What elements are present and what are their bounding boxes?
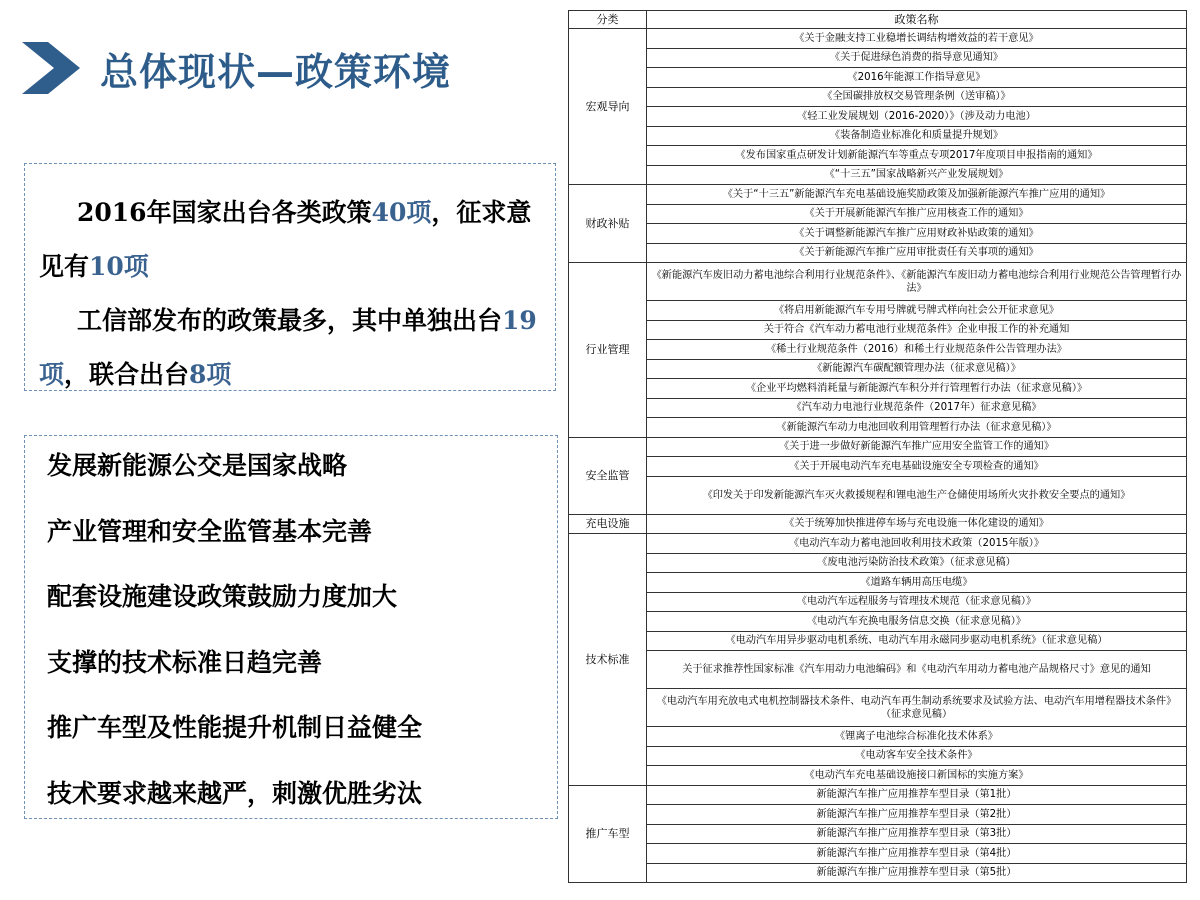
single-count: 19项 — [39, 306, 537, 389]
category-cell: 推广车型 — [569, 785, 647, 883]
table-row — [569, 534, 1187, 554]
table-row — [569, 224, 1187, 244]
policy-cell: 《关于促进绿色消费的指导意见通知》 — [647, 48, 1187, 68]
joint-count: 8项 — [189, 360, 232, 389]
policy-cell: 关于征求推荐性国家标准《汽车用动力电池编码》和《电动汽车用动力蓄电池产品规格尺寸》意见的通知 — [647, 651, 1187, 689]
policy-cell: 《稀土行业规范条件（2016）和稀土行业规范条件公告管理办法》 — [647, 340, 1187, 360]
policy-cell: 《电动客车安全技术条件》 — [647, 746, 1187, 766]
table-row — [569, 766, 1187, 786]
policy-cell: 《关于开展新能源汽车推广应用核查工作的通知》 — [647, 204, 1187, 224]
policy-cell: 新能源汽车推广应用推荐车型目录（第2批） — [647, 805, 1187, 825]
policy-cell: 《电动汽车用异步驱动电机系统、电动汽车用永磁同步驱动电机系统》（征求意见稿） — [647, 631, 1187, 651]
policy-cell: 《电动汽车动力蓄电池回收利用技术政策（2015年版）》 — [647, 534, 1187, 554]
table-row — [569, 263, 1187, 301]
policy-cell: 《关于调整新能源汽车推广应用财政补贴政策的通知》 — [647, 224, 1187, 244]
table-row — [569, 165, 1187, 185]
table-row — [569, 824, 1187, 844]
category-cell: 宏观导向 — [569, 29, 647, 185]
policy-cell: 《将启用新能源汽车专用号牌就号牌式样向社会公开征求意见》 — [647, 301, 1187, 321]
policy-cell: 《电动汽车用充放电式电机控制器技术条件、电动汽车再生制动系统要求及试验方法、电动汽车用增程器技术条件》（征求意见稿） — [647, 689, 1187, 727]
policy-count: 40项 — [371, 198, 432, 227]
policy-cell: 《2016年能源工作指导意见》 — [647, 68, 1187, 88]
table-row — [569, 689, 1187, 727]
table-row — [569, 651, 1187, 689]
table-row — [569, 418, 1187, 438]
policy-cell: 《发布国家重点研发计划新能源汽车等重点专项2017年度项目申报指南的通知》 — [647, 146, 1187, 166]
table-row — [569, 243, 1187, 263]
table-row — [569, 359, 1187, 379]
table-row — [569, 68, 1187, 88]
table-row — [569, 863, 1187, 883]
summary-paragraph-2: 工信部发布的政策最多，其中单独出台19项，联合出台8项 — [39, 306, 537, 389]
policy-cell: 新能源汽车推广应用推荐车型目录（第4批） — [647, 844, 1187, 864]
policy-cell: 《装备制造业标准化和质量提升规划》 — [647, 126, 1187, 146]
table-row — [569, 476, 1187, 514]
table-row — [569, 107, 1187, 127]
table-row — [569, 573, 1187, 593]
policy-cell: 《轻工业发展规划（2016-2020）》（涉及动力电池） — [647, 107, 1187, 127]
page-title: 总体现状—政策环境 — [100, 49, 452, 94]
table-row — [569, 785, 1187, 805]
table-row — [569, 746, 1187, 766]
policy-cell: 《电动汽车远程服务与管理技术规范（征求意见稿）》 — [647, 592, 1187, 612]
table-row — [569, 398, 1187, 418]
policy-cell: 《关于“十三五”新能源汽车充电基础设施奖励政策及加强新能源汽车推广应用的通知》 — [647, 185, 1187, 205]
table-row — [569, 379, 1187, 399]
highlights-box — [24, 435, 558, 819]
table-row — [569, 146, 1187, 166]
table-row — [569, 48, 1187, 68]
policy-cell: 《新能源汽车碳配额管理办法（征求意见稿）》 — [647, 359, 1187, 379]
summary-paragraph-1: 2016年国家出台各类政策40项，征求意见有10项 — [39, 198, 532, 281]
highlight-item: 发展新能源公交是国家战略 — [47, 451, 348, 480]
column-header: 政策名称 — [647, 11, 1187, 29]
policy-cell: 《全国碳排放权交易管理条例（送审稿）》 — [647, 87, 1187, 107]
table-row — [569, 631, 1187, 651]
policy-cell: 《印发关于印发新能源汽车灭火救援规程和锂电池生产仓储使用场所火灾扑救安全要点的通知》 — [647, 476, 1187, 514]
table-row — [569, 340, 1187, 360]
table-row — [569, 126, 1187, 146]
policy-cell: 《关于开展电动汽车充电基础设施安全专项检查的通知》 — [647, 457, 1187, 477]
highlight-item: 推广车型及性能提升机制日益健全 — [47, 713, 423, 742]
table-row — [569, 320, 1187, 340]
column-header: 分类 — [569, 11, 647, 29]
policy-table — [568, 10, 1187, 883]
summary-box — [24, 163, 556, 391]
title-bar — [22, 40, 451, 96]
policy-cell: 《汽车动力电池行业规范条件（2017年）征求意见稿》 — [647, 398, 1187, 418]
policy-cell: 《电动汽车充电基础设施接口新国标的实施方案》 — [647, 766, 1187, 786]
policy-cell: 《新能源汽车动力电池回收利用管理暂行办法（征求意见稿）》 — [647, 418, 1187, 438]
table-row — [569, 727, 1187, 747]
table-header-row — [569, 11, 1187, 29]
policy-cell: 《企业平均燃料消耗量与新能源汽车积分并行管理暂行办法（征求意见稿）》 — [647, 379, 1187, 399]
table-row — [569, 87, 1187, 107]
policy-cell: 关于符合《汽车动力蓄电池行业规范条件》企业申报工作的补充通知 — [647, 320, 1187, 340]
policy-cell: 新能源汽车推广应用推荐车型目录（第3批） — [647, 824, 1187, 844]
policy-cell: 《关于新能源汽车推广应用审批责任有关事项的通知》 — [647, 243, 1187, 263]
draft-count: 10项 — [89, 252, 149, 281]
table-row — [569, 514, 1187, 534]
policy-cell: 新能源汽车推广应用推荐车型目录（第1批） — [647, 785, 1187, 805]
category-cell: 充电设施 — [569, 514, 647, 534]
category-cell: 安全监管 — [569, 437, 647, 514]
table-row — [569, 301, 1187, 321]
table-row — [569, 29, 1187, 49]
table-row — [569, 437, 1187, 457]
policy-cell: 《道路车辆用高压电缆》 — [647, 573, 1187, 593]
policy-cell: 《废电池污染防治技术政策》（征求意见稿） — [647, 553, 1187, 573]
category-cell: 技术标准 — [569, 534, 647, 786]
table-row — [569, 844, 1187, 864]
policy-cell: 《关于金融支持工业稳增长调结构增效益的若干意见》 — [647, 29, 1187, 49]
highlight-item: 配套设施建设政策鼓励力度加大 — [47, 582, 398, 611]
policy-cell: 《锂离子电池综合标准化技术体系》 — [647, 727, 1187, 747]
policy-cell: 《关于统筹加快推进停车场与充电设施一体化建设的通知》 — [647, 514, 1187, 534]
policy-cell: 《“十三五”国家战略新兴产业发展规划》 — [647, 165, 1187, 185]
category-cell: 行业管理 — [569, 263, 647, 438]
table-row — [569, 805, 1187, 825]
category-cell: 财政补贴 — [569, 185, 647, 263]
table-row — [569, 457, 1187, 477]
policy-cell: 《关于进一步做好新能源汽车推广应用安全监管工作的通知》 — [647, 437, 1187, 457]
chevron-right-icon — [22, 42, 80, 94]
highlight-item: 支撑的技术标准日趋完善 — [47, 647, 323, 677]
table-row — [569, 553, 1187, 573]
policy-cell: 新能源汽车推广应用推荐车型目录（第5批） — [647, 863, 1187, 883]
table-row — [569, 185, 1187, 205]
policy-cell: 《新能源汽车废旧动力蓄电池综合利用行业规范条件》、《新能源汽车废旧动力蓄电池综合利用行业规范公告管理暂行办法》 — [647, 263, 1187, 301]
highlight-item: 技术要求越来越严，刺激优胜劣汰 — [47, 778, 423, 808]
policy-cell: 《电动汽车充换电服务信息交换（征求意见稿）》 — [647, 612, 1187, 632]
table-row — [569, 612, 1187, 632]
highlight-item: 产业管理和安全监管基本完善 — [47, 516, 373, 546]
table-row — [569, 204, 1187, 224]
table-row — [569, 592, 1187, 612]
